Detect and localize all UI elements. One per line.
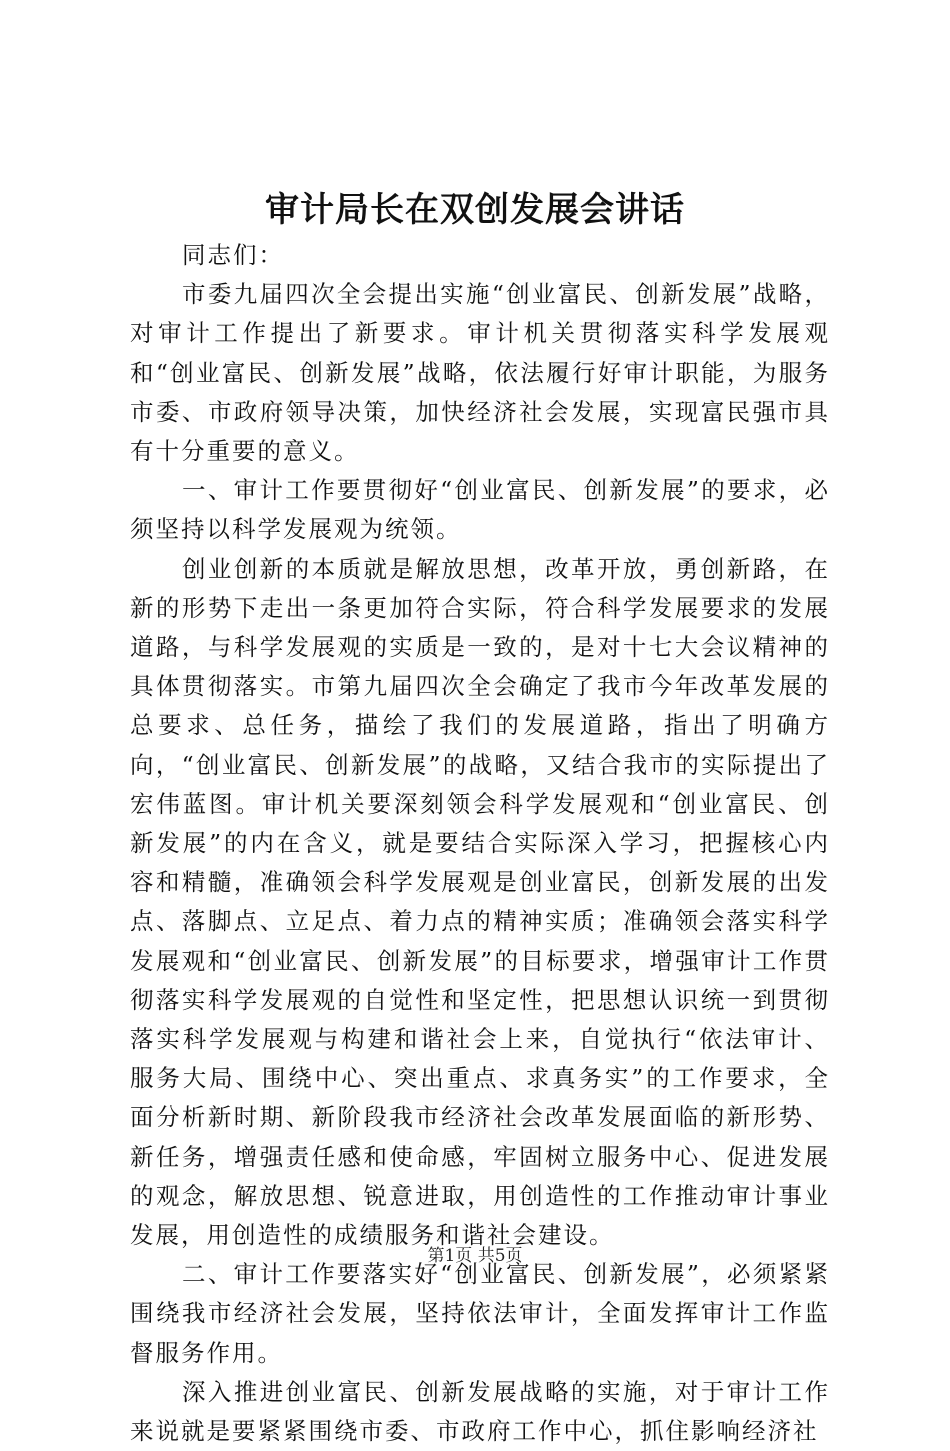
salutation-paragraph: 同志们： — [182, 241, 284, 269]
body-paragraph: 深入推进创业富民、创新发展战略的实施，对于审计工作来说就是要紧紧围绕市委、市政府工作中心，抓住影响经济社 — [130, 1377, 830, 1446]
body-paragraph: 创业创新的本质就是解放思想，改革开放，勇创新路，在新的形势下走出一条更加符合实际，符合科学发展要求的发展道路，与科学发展观的实质是一致的，是对十七大会议精神的具体贯彻落实。市第九届四次全会确定了我市今年改革发展的总要求、总任务，描绘了我们的发展道路，指出了明确方向，“创业富民、创新发展”的战略，又结合我市的实际提出了宏伟蓝图。审计机关要深刻领会科学发展观和“创业富民、创新发展”的内在含义，就是要结合实际深入学习，把握核心内容和精髓，准确领会科学发展观是创业富民，创新发展的出发点、落脚点、立足点、着力点的精神实质；准确领会落实科学发展观和“创业富民、创新发展”的目标要求，增强审计工作贯彻落实科学发展观的自觉性和坚定性，把思想认识统一到贯彻落实科学发展观与构建和谐社会上来，自觉执行“依法审计、服务大局、围绕中心、突出重点、求真务实”的工作要求，全面分析新时期、新阶段我市经济社会改革发展面临的新形势、新任务，增强责任感和使命感，牢固树立服务中心、促进发展的观念，解放思想、锐意进取，用创造性的工作推动审计事业发展，用创造性的成绩服务和谐社会建设。 — [130, 554, 830, 1250]
document-body — [130, 236, 830, 1451]
section-heading-1: 一、审计工作要贯彻好“创业富民、创新发展”的要求，必须坚持以科学发展观为统领。 — [130, 476, 830, 544]
section-heading-2: 二、审计工作要落实好“创业富民、创新发展”，必须紧紧围绕我市经济社会发展，坚持依法审计，全面发挥审计工作监督服务作用。 — [130, 1260, 830, 1367]
page-number-footer: 第1页 共5页 — [427, 1246, 523, 1266]
document-title: 审计局长在双创发展会讲话 — [265, 190, 685, 230]
body-paragraph: 市委九届四次全会提出实施“创业富民、创新发展”战略，对审计工作提出了新要求。审计机关贯彻落实科学发展观和“创业富民、创新发展”战略，依法履行好审计职能，为服务市委、市政府领导决策，加快经济社会发展，实现富民强市具有十分重要的意义。 — [130, 280, 830, 466]
